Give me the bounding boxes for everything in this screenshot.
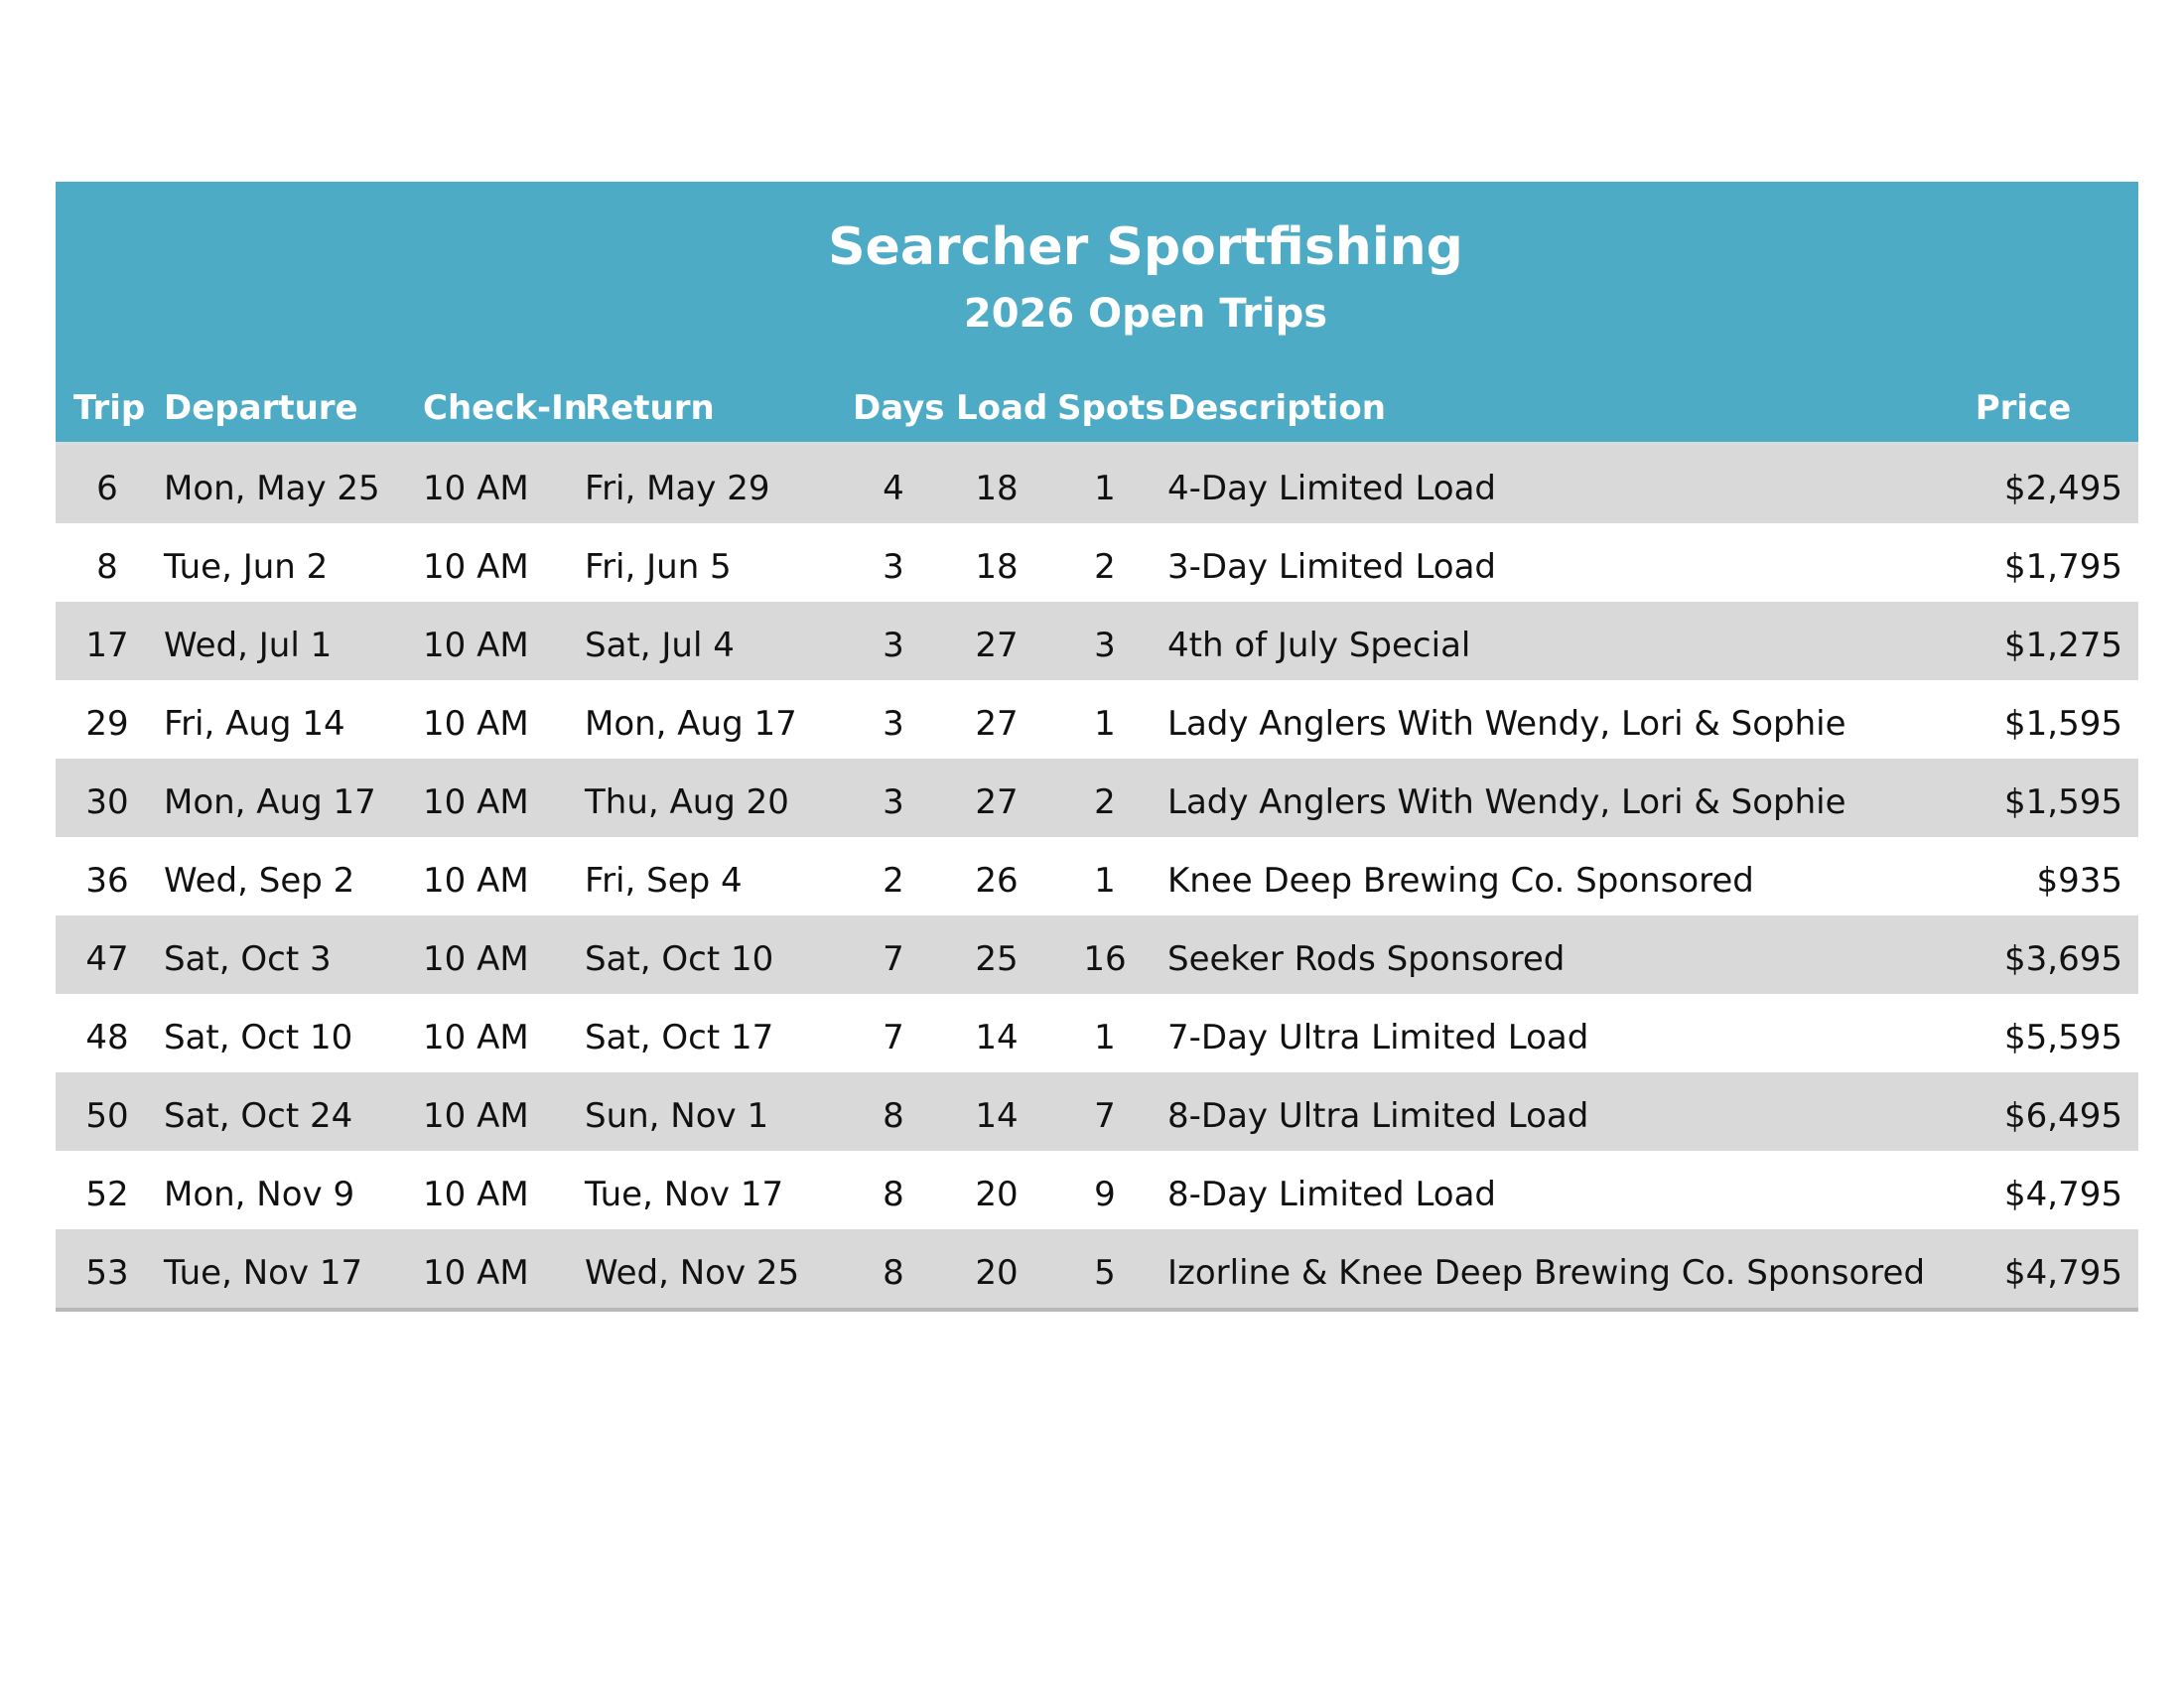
cell-description: 8-Day Ultra Limited Load bbox=[1167, 1096, 1589, 1136]
col-header-return: Return bbox=[585, 388, 715, 428]
cell-spots: 16 bbox=[1083, 939, 1127, 979]
cell-spots: 1 bbox=[1094, 469, 1116, 508]
cell-days: 7 bbox=[883, 1018, 904, 1057]
cell-days: 2 bbox=[883, 861, 904, 901]
cell-description: 4th of July Special bbox=[1167, 626, 1471, 665]
cell-spots: 9 bbox=[1094, 1175, 1116, 1214]
cell-return: Mon, Aug 17 bbox=[585, 704, 797, 744]
cell-description: Lady Anglers With Wendy, Lori & Sophie bbox=[1167, 782, 1846, 822]
table-bottom-divider bbox=[56, 1308, 2138, 1312]
cell-trip: 30 bbox=[85, 782, 129, 822]
cell-price: $3,695 bbox=[2004, 939, 2122, 979]
cell-description: Lady Anglers With Wendy, Lori & Sophie bbox=[1167, 704, 1846, 744]
cell-return: Sat, Jul 4 bbox=[585, 626, 735, 665]
table-row bbox=[56, 759, 2138, 837]
cell-load: 27 bbox=[975, 704, 1019, 744]
table-row bbox=[56, 1229, 2138, 1308]
cell-price: $2,495 bbox=[2004, 469, 2122, 508]
cell-description: 3-Day Limited Load bbox=[1167, 547, 1497, 587]
cell-return: Fri, May 29 bbox=[585, 469, 770, 508]
cell-departure: Mon, May 25 bbox=[164, 469, 380, 508]
cell-load: 20 bbox=[975, 1175, 1019, 1214]
table-row bbox=[56, 602, 2138, 680]
cell-price: $4,795 bbox=[2004, 1175, 2122, 1214]
cell-departure: Wed, Jul 1 bbox=[164, 626, 333, 665]
col-header-load: Load bbox=[956, 388, 1048, 428]
cell-return: Sat, Oct 10 bbox=[585, 939, 774, 979]
col-header-departure: Departure bbox=[164, 388, 358, 428]
cell-spots: 1 bbox=[1094, 861, 1116, 901]
cell-return: Sun, Nov 1 bbox=[585, 1096, 769, 1136]
cell-spots: 7 bbox=[1094, 1096, 1116, 1136]
table-header bbox=[56, 376, 2138, 438]
cell-checkin: 10 AM bbox=[423, 547, 529, 587]
cell-departure: Tue, Nov 17 bbox=[164, 1253, 363, 1293]
cell-description: Seeker Rods Sponsored bbox=[1167, 939, 1566, 979]
cell-departure: Mon, Aug 17 bbox=[164, 782, 376, 822]
col-header-checkin: Check-In bbox=[423, 388, 588, 428]
cell-spots: 1 bbox=[1094, 1018, 1116, 1057]
cell-departure: Sat, Oct 24 bbox=[164, 1096, 353, 1136]
cell-departure: Mon, Nov 9 bbox=[164, 1175, 355, 1214]
cell-trip: 53 bbox=[85, 1253, 129, 1293]
cell-spots: 1 bbox=[1094, 704, 1116, 744]
cell-load: 27 bbox=[975, 782, 1019, 822]
table-row bbox=[56, 445, 2138, 523]
cell-load: 25 bbox=[975, 939, 1019, 979]
cell-departure: Tue, Jun 2 bbox=[164, 547, 329, 587]
cell-departure: Fri, Aug 14 bbox=[164, 704, 345, 744]
cell-price: $1,795 bbox=[2004, 547, 2122, 587]
cell-days: 7 bbox=[883, 939, 904, 979]
table-row bbox=[56, 1072, 2138, 1151]
cell-load: 18 bbox=[975, 469, 1019, 508]
cell-departure: Sat, Oct 10 bbox=[164, 1018, 353, 1057]
cell-price: $1,595 bbox=[2004, 704, 2122, 744]
cell-trip: 47 bbox=[85, 939, 129, 979]
cell-load: 26 bbox=[975, 861, 1019, 901]
cell-checkin: 10 AM bbox=[423, 469, 529, 508]
cell-load: 20 bbox=[975, 1253, 1019, 1293]
cell-spots: 2 bbox=[1094, 547, 1116, 587]
table-row bbox=[56, 680, 2138, 759]
cell-price: $1,595 bbox=[2004, 782, 2122, 822]
cell-checkin: 10 AM bbox=[423, 1096, 529, 1136]
cell-days: 8 bbox=[883, 1175, 904, 1214]
cell-checkin: 10 AM bbox=[423, 939, 529, 979]
cell-checkin: 10 AM bbox=[423, 1253, 529, 1293]
table-row bbox=[56, 523, 2138, 602]
cell-load: 14 bbox=[975, 1018, 1019, 1057]
col-header-days: Days bbox=[853, 388, 945, 428]
cell-price: $6,495 bbox=[2004, 1096, 2122, 1136]
cell-trip: 6 bbox=[96, 469, 118, 508]
cell-load: 27 bbox=[975, 626, 1019, 665]
cell-spots: 2 bbox=[1094, 782, 1116, 822]
cell-days: 3 bbox=[883, 704, 904, 744]
page-title: Searcher Sportfishing bbox=[828, 217, 1463, 277]
cell-checkin: 10 AM bbox=[423, 704, 529, 744]
cell-departure: Sat, Oct 3 bbox=[164, 939, 332, 979]
cell-checkin: 10 AM bbox=[423, 861, 529, 901]
cell-load: 14 bbox=[975, 1096, 1019, 1136]
cell-trip: 8 bbox=[96, 547, 118, 587]
cell-checkin: 10 AM bbox=[423, 1018, 529, 1057]
page-subtitle: 2026 Open Trips bbox=[963, 291, 1328, 337]
trip-schedule-sheet bbox=[56, 182, 2138, 1312]
cell-departure: Wed, Sep 2 bbox=[164, 861, 355, 901]
cell-return: Thu, Aug 20 bbox=[585, 782, 789, 822]
cell-trip: 29 bbox=[85, 704, 129, 744]
col-header-price: Price bbox=[1975, 388, 2072, 428]
cell-return: Sat, Oct 17 bbox=[585, 1018, 774, 1057]
cell-description: Knee Deep Brewing Co. Sponsored bbox=[1167, 861, 1754, 901]
col-header-trip: Trip bbox=[73, 388, 146, 428]
cell-trip: 17 bbox=[85, 626, 129, 665]
header-banner bbox=[56, 182, 2138, 442]
cell-trip: 50 bbox=[85, 1096, 129, 1136]
cell-days: 8 bbox=[883, 1253, 904, 1293]
cell-checkin: 10 AM bbox=[423, 626, 529, 665]
cell-price: $4,795 bbox=[2004, 1253, 2122, 1293]
cell-description: 8-Day Limited Load bbox=[1167, 1175, 1497, 1214]
cell-price: $5,595 bbox=[2004, 1018, 2122, 1057]
cell-trip: 48 bbox=[85, 1018, 129, 1057]
cell-spots: 3 bbox=[1094, 626, 1116, 665]
cell-description: Izorline & Knee Deep Brewing Co. Sponsored bbox=[1167, 1253, 1926, 1293]
cell-days: 8 bbox=[883, 1096, 904, 1136]
cell-return: Fri, Jun 5 bbox=[585, 547, 732, 587]
table-row bbox=[56, 994, 2138, 1072]
cell-return: Fri, Sep 4 bbox=[585, 861, 743, 901]
cell-trip: 36 bbox=[85, 861, 129, 901]
cell-return: Wed, Nov 25 bbox=[585, 1253, 800, 1293]
cell-days: 3 bbox=[883, 626, 904, 665]
cell-days: 3 bbox=[883, 547, 904, 587]
table-row bbox=[56, 915, 2138, 994]
cell-return: Tue, Nov 17 bbox=[585, 1175, 784, 1214]
cell-checkin: 10 AM bbox=[423, 1175, 529, 1214]
col-header-spots: Spots bbox=[1057, 388, 1165, 428]
cell-trip: 52 bbox=[85, 1175, 129, 1214]
table-row bbox=[56, 1151, 2138, 1229]
cell-spots: 5 bbox=[1094, 1253, 1116, 1293]
cell-description: 4-Day Limited Load bbox=[1167, 469, 1497, 508]
table-body bbox=[56, 445, 2138, 1308]
cell-price: $1,275 bbox=[2004, 626, 2122, 665]
cell-description: 7-Day Ultra Limited Load bbox=[1167, 1018, 1589, 1057]
table-row bbox=[56, 837, 2138, 915]
cell-load: 18 bbox=[975, 547, 1019, 587]
cell-price: $935 bbox=[2036, 861, 2122, 901]
col-header-description: Description bbox=[1167, 388, 1386, 428]
cell-days: 3 bbox=[883, 782, 904, 822]
cell-checkin: 10 AM bbox=[423, 782, 529, 822]
cell-days: 4 bbox=[883, 469, 904, 508]
